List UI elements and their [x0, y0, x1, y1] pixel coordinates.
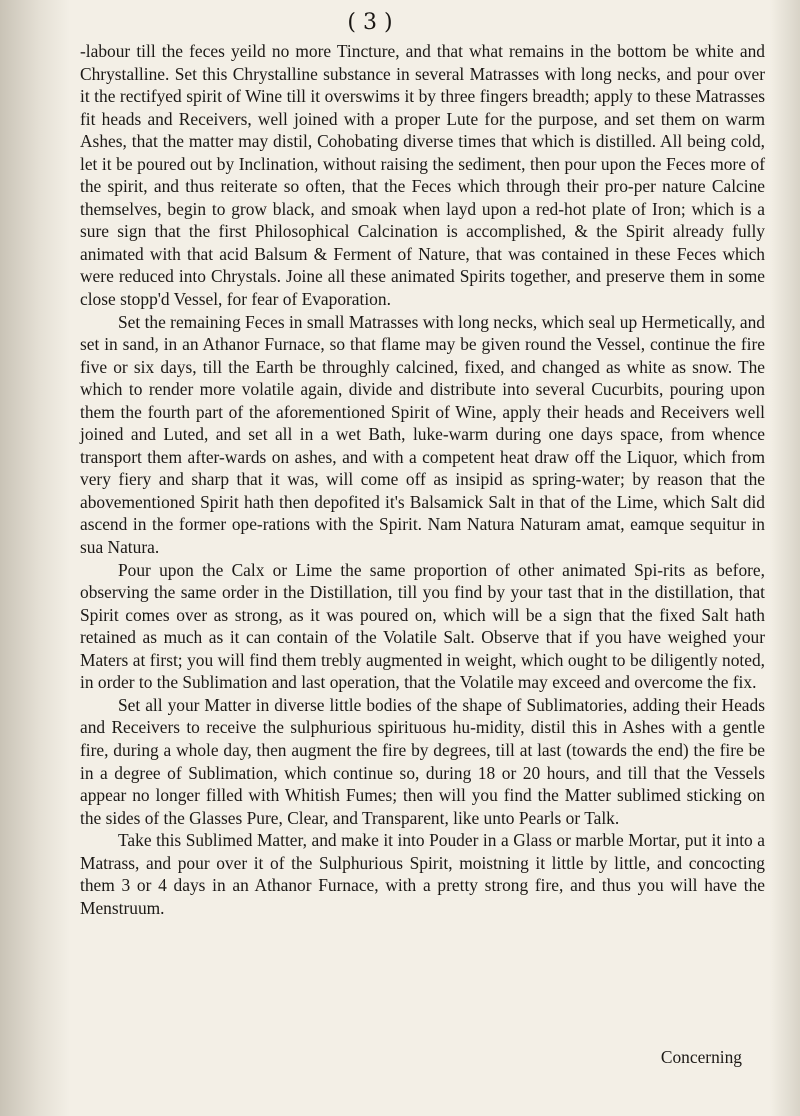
paragraph: -labour till the feces yeild no more Tincture, and that what remains in the bottom be white and Chrystalline. Set this Chrystalline substance in several Matrasses with long necks, and pour over it the rectifyed spirit of Wine till it overswims it by three fingers breadth; apply to these Matrasses fit heads and Receivers, well joined with a proper Lute for the purpose, and set them on warm Ashes, that the matter may distil, Cohobating diverse times that which is distilled. All being cold, let it be poured out by Inclination, without raising the sediment, then pour upon the Feces more of the spirit, and thus reiterate so often, that the Feces which through their pro-per nature Calcine themselves, begin to grow black, and smoak when layd upon a red-hot plate of Iron; which is a sure sign that the first Philosophical Calcination is accomplished, & the Spirit already fully animated with that acid Balsum & Ferment of Nature, that was contained in these Feces which were reduced into Chrystals. Joine all these animated Spirits together, and preserve them in some close stopp'd Vessel, for fear of Evaporation. [80, 41, 765, 310]
catchword: Concerning [660, 1047, 742, 1067]
page-edge [770, 0, 800, 1116]
page-number: ( 3 ) [347, 10, 393, 35]
paragraph: Set all your Matter in diverse little bodies of the shape of Sublimatories, adding their Heads and Receivers to receive the sulphurious spirituous hu-midity, distil this in Ashes with a gentle fire, during a whole day, then augment the fire by degrees, till at last (towards the end) the fire be in a degree of Sublimation, which continue so, during 18 or 20 hours, and till that the Vessels appear no longer filled with Whitish Fumes; then will you find the Matter sublimed sticking on the sides of the Glasses Pure, Clear, and Transparent, like unto Pearls or Talk. [80, 694, 765, 828]
paragraph: Set the remaining Feces in small Matrasses with long necks, which seal up Hermetically, and set in sand, in an Athanor Furnace, so that flame may be given round the Vessel, continue the fire five or six days, till the Earth be throughly calcined, fixed, and changed as white as snow. The which to render more volatile again, divide and distribute into several Cucurbits, pouring upon them the fourth part of the aforementioned Spirit of Wine, apply their heads and Receivers well joined and Luted, and set all in a wet Bath, luke-warm during one days space, from whence transport them after-wards on ashes, and with a competent heat draw off the Liquor, which from very fiery and sharp that it was, will come off as insipid as spring-water; by reason that the abovementioned Spirit hath then depofited it's Balsamick Salt in that of the Lime, which Salt did ascend in the former ope-rations with the Spirit. Nam Natura Naturam amat, eamque sequitur in sua Natura. [80, 311, 765, 558]
paragraph: Pour upon the Calx or Lime the same proportion of other animated Spi-rits as before, observing the same order in the Distillation, till you find by your tast that in the distillation, that Spirit comes over as strong, as it was poured on, which will be a sign that the fixed Salt hath retained as much as it can contain of the Volatile Salt. Observe that if you have weighed your Maters at first; you will find them trebly augmented in weight, which ought to be diligently noted, in order to the Sublimation and last operation, that the Volatile may exceed and overcome the fix. [80, 559, 765, 693]
body-text [80, 40, 765, 919]
paragraph: Take this Sublimed Matter, and make it into Pouder in a Glass or marble Mortar, put it into a Matrass, and pour over it of the Sulphurious Spirit, moistning it little by little, and concocting them 3 or 4 days in an Athanor Furnace, with a pretty strong fire, and thus you will have the Menstruum. [80, 830, 765, 918]
spine-shadow [0, 0, 70, 1116]
